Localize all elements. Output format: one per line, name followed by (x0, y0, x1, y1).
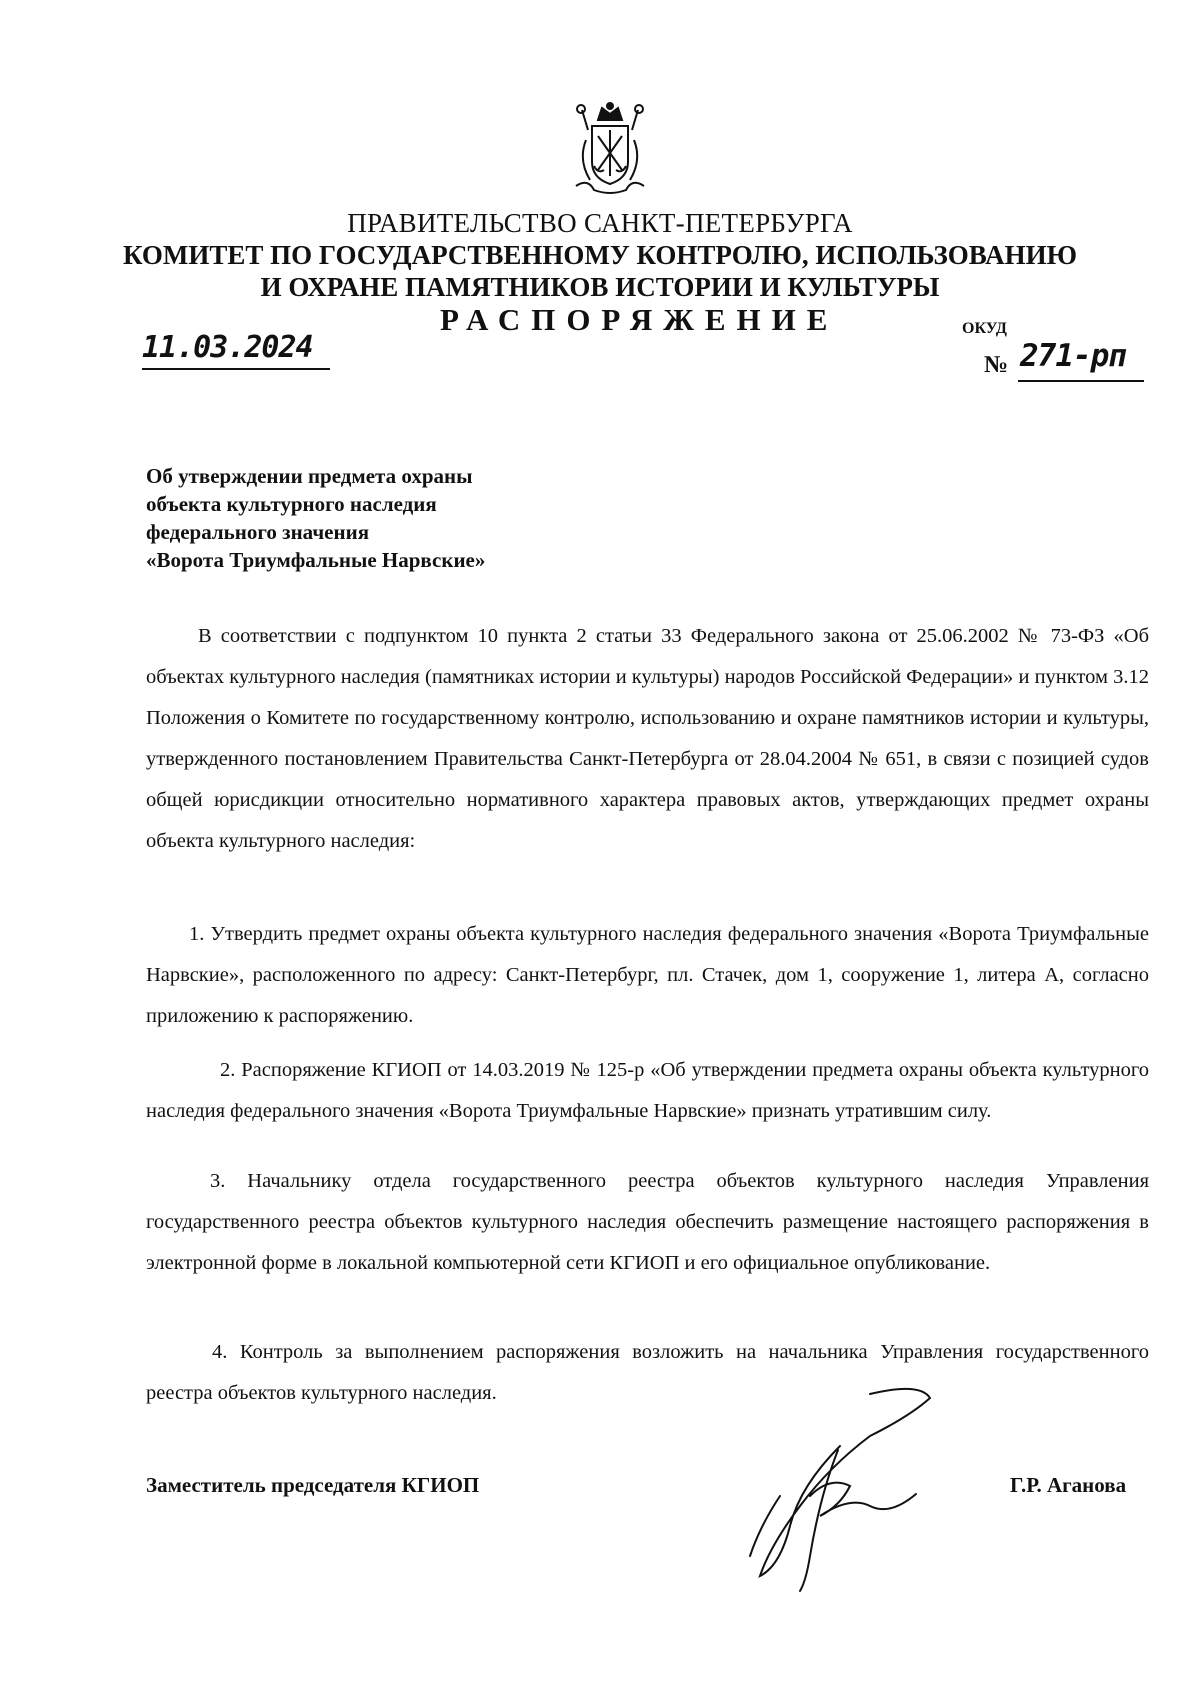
subject-line: объекта культурного наследия (146, 492, 437, 516)
subject-line: «Ворота Триумфальные Нарвские» (146, 548, 486, 572)
date-underline (142, 368, 330, 370)
signer-title: Заместитель председателя КГИОП (146, 1473, 480, 1497)
committee-name-line2: И ОХРАНЕ ПАМЯТНИКОВ ИСТОРИИ И КУЛЬТУРЫ (260, 272, 940, 302)
document-date: 11.03.2024 (142, 330, 313, 365)
document-subject (146, 462, 485, 574)
okud-label: ОКУД (962, 320, 1007, 337)
item-3-paragraph: 3. Начальнику отдела государственного реестра объектов культурного наследия Управления государственного реестра объектов культурного наследия обеспечить размещение настоящего распоряжения в электронной форме в локальной компьютерной сети КГИОП и его официальное опубликование. (146, 1170, 1149, 1274)
handwritten-signature-icon (720, 1376, 946, 1596)
signer-name: Г.Р. Аганова (1010, 1473, 1127, 1497)
intro-paragraph: В соответствии с подпунктом 10 пункта 2 статьи 33 Федерального закона от 25.06.2002 № 73-ФЗ «Об объектах культурного наследия (памятниках истории и культуры) народов Российской Федерации» и пунктом 3.12 Положения о Комитете по государственному контролю, использованию и охране памятников истории и культуры, утвержденного постановлением Правительства Санкт-Петербурга от 28.04.2004 № 651, в связи с позицией судов общей юрисдикции относительно нормативного характера правовых актов, утверждающих предмет охраны объекта культурного наследия: (146, 625, 1149, 852)
item-4-paragraph: 4. Контроль за выполнением распоряжения возложить на начальника Управления государственного реестра объектов культурного наследия. (146, 1341, 1149, 1404)
number-underline (1018, 380, 1144, 382)
item-1-paragraph: 1. Утвердить предмет охраны объекта культурного наследия федерального значения «Ворота Триумфальные Нарвские», расположенного по адресу: Санкт-Петербург, пл. Стачек, дом 1, сооружение 1, литера А, согласно приложению к распоряжению. (146, 923, 1149, 1027)
subject-line: федерального значения (146, 520, 370, 544)
number-sign: № (984, 352, 1009, 378)
document-type: РАСПОРЯЖЕНИЕ (440, 302, 839, 337)
subject-line: Об утверждении предмета охраны (146, 464, 473, 488)
coat-of-arms-icon (568, 100, 652, 200)
committee-name-line1: КОМИТЕТ ПО ГОСУДАРСТВЕННОМУ КОНТРОЛЮ, ИСПОЛЬЗОВАНИЮ (123, 240, 1077, 270)
document-number: 271-рп (1020, 338, 1126, 374)
item-2-paragraph: 2. Распоряжение КГИОП от 14.03.2019 № 125-р «Об утверждении предмета охраны объекта культурного наследия федерального значения «Ворота Триумфальные Нарвские» признать утратившим силу. (146, 1059, 1149, 1122)
government-name: ПРАВИТЕЛЬСТВО САНКТ-ПЕТЕРБУРГА (347, 208, 853, 238)
